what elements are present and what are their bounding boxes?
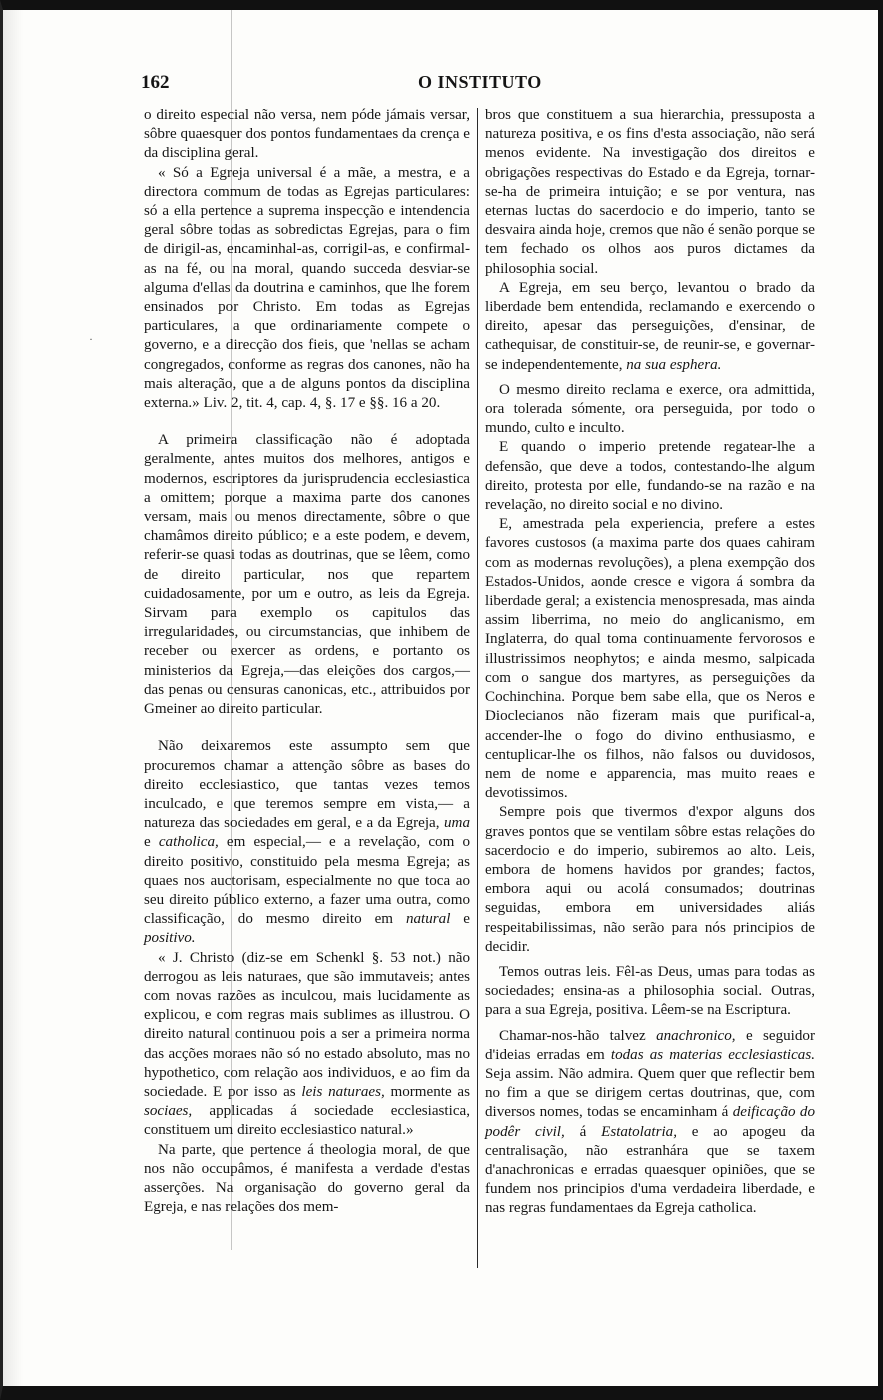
paragraph: Sempre pois que tivermos d'expor alguns dos graves pontos que se ventilam sôbre estas relações do sacerdocio e do imperio, subiremos ao alto. Leis, embora de homens havidos por grandes; factos, embora aqui ou acolá consumados; doutrinas seguidas, embora em universidades aliás respeitabilissimas, não serão para nós principios de decidir. xyxy=(485,804,815,955)
page-header xyxy=(138,60,838,100)
right-column xyxy=(485,106,815,1219)
page-edge-shadow xyxy=(3,10,23,1386)
quotation-paragraph: « J. Christo (diz-se em Schenkl §. 53 not.) não derrogou as leis naturaes, que são immutaveis; antes com novas razões as inculcou, mais lucidamente as explicou, e com regras mais sublimes as illustrou. O direito natural continuou pois a ser a primeira norma das acções moraes não só no estado absoluto, mas no hypothetico, com relação aos individuos, e ao fim da sociedade. E por isso as leis naturaes, mormente as sociaes, applicadas á sociedade ecclesiastica, constituem um direito ecclesiastico natural.» xyxy=(144,949,470,1139)
spacer xyxy=(144,719,470,737)
paragraph: Temos outras leis. Fêl-as Deus, umas para todas as sociedades; ensina-as a philosophia social. Outras, para a sua Egreja, positiva. Lêem-se na Escriptura. xyxy=(485,963,815,1019)
left-column xyxy=(144,106,470,1217)
column-divider xyxy=(477,108,478,1268)
paragraph: bros que constituem a sua hierarchia, pressuposta a natureza positiva, e os fins d'esta associação, não será menos evidente. Na investigação dos direitos e obrigações respectivas do Estado e da Egreja, tornar-se-ha de primeira intuição; e se por ventura, nas eternas luctas do sacerdocio e do imperio, tanto se desvaira ainda hoje, cremos que não é senão porque se tem fechado os olhos aos puros dictames da philosophia social. xyxy=(485,107,815,277)
paragraph: o direito especial não versa, nem póde jámais versar, sôbre quaesquer dos pontos fundamentaes da crença e da disciplina geral. xyxy=(144,107,470,162)
paragraph: E, amestrada pela experiencia, prefere a estes favores custosos (a maxima parte dos quaes cahiram com as modernas revoluções), a plena exempção dos Estados-Unidos, aonde cresce e vigora á sombra da liberdade geral; a existencia menospresada, mas ainda assim liberrima, no meio do anglicanismo, em Inglaterra, do qual toma continuamente fervorosos e illustrissimos neophytos; e ainda mesmo, salpicada com o sangue dos martyres, as perseguições da Cochinchina. Porque bem sabe ella, que os Neros e Dioclecianos não fizeram mais que purifical-a, accender-lhe o fogo do divino enthusiasmo, e centuplicar-lhe os filhos, não falsos ou duvidosos, nem de nome e apparencia, mas muito reaes e devotissimos. xyxy=(485,516,815,802)
quotation-paragraph: « Só a Egreja universal é a mãe, a mestra, e a directora commum de todas as Egrejas particulares: só a ella pertence a suprema inspecção e intendencia geral sôbre todas as sobredictas Egrejas, para o fim de dirigil-as, encaminhal-as, corrigil-as, e confirmal-as na fé, ou na moral, quando succeda desviar-se alguma d'ellas da doutrina e caminhos, que lhe forem ensinados por Christo. Em todas as Egrejas particulares, a que ordinariamente compete o governo, e a direcção dos fieis, que 'nellas se acham congregados, conforme as regras dos canones, não ha mais alteração, que a de alguns pontos da disciplina externa.» Liv. 2, tit. 4, cap. 4, §. 17 e §§. 16 a 20. xyxy=(144,164,470,412)
paragraph: Não deixaremos este assumpto sem que procuremos chamar a attenção sôbre as bases do direito ecclesiastico, que tantas vezes temos inculcado, e que teremos sempre em vista,— a natureza das sociedades em geral, e a da Egreja, uma e catholica, em especial,— e a revelação, com o direito positivo, constituido pela mesma Egreja; as quaes nos auctorisam, especialmente no que toca ao seu direito público externo, a fazer uma outra, como classificação, do mesmo direito em natural e positivo. xyxy=(144,738,471,947)
paragraph: Na parte, que pertence á theologia moral, de que nos não occupâmos, é manifesta a verdade d'estas asserções. Na organisação do governo geral da Egreja, e nas relações dos mem- xyxy=(144,1141,470,1216)
paragraph: Chamar-nos-hão talvez anachronico, e seguidor d'ideias erradas em todas as materias ecclesiasticas. Seja assim. Não admira. Quem quer que reflectir bem no fim a que se dirigem certas doutrinas, que, com diversos nomes, todas se encaminham á deificação do podêr civil, á Estatolatria, e ao apogeu da centralisação, não estranhára que se taxem d'anachronicas e erradas quaesquer opiniões, que se fundem nos principios d'uma verdadeira liberdade, e nas regras fundamentaes da Egreja catholica. xyxy=(485,1027,816,1217)
margin-speck: · xyxy=(89,332,93,346)
running-title: O INSTITUTO xyxy=(418,72,542,92)
spacer xyxy=(144,413,470,431)
paragraph: A Egreja, em seu berço, levantou o brado da liberdade bem entendida, reclamando e exercendo o direito, apesar das perseguições, d'ensinar, de cathequisar, de constituir-se, de reunir-se, e governar-se independentemente, na sua esphera. xyxy=(485,279,815,373)
paragraph: A primeira classificação não é adoptada geralmente, antes muitos dos melhores, antigos e modernos, escriptores da jurisprudencia ecclesiastica a omittem; porque a maxima parte dos canones versam, mais ou menos directamente, sôbre o que chamâmos direito público; e a este podem, e devem, referir-se quasi todas as doutrinas, que se lêem, como de direito particular, nos que repartem cuidadosamente, por um e outro, as leis da Egreja. Sirvam para exemplo os capitulos das irregularidades, ou circumstancias, que inhibem de receber ou exercer as ordens, e portanto os ministerios da Egreja,—das eleições dos cargos,—das penas ou censuras canonicas, etc., attribuidos por Gmeiner ao direito particular. xyxy=(144,432,470,718)
page-number: 162 xyxy=(141,72,170,93)
paragraph: O mesmo direito reclama e exerce, ora admittida, ora tolerada sómente, ora perseguida, por todo o mundo, culto e inculto. xyxy=(485,381,815,437)
paragraph: E quando o imperio pretende regatear-lhe a defensão, que deve a todos, contestando-lhe algum direito, protesta por elle, fundando-se na razão e na revelação, no direito social e no divino. xyxy=(485,439,815,514)
